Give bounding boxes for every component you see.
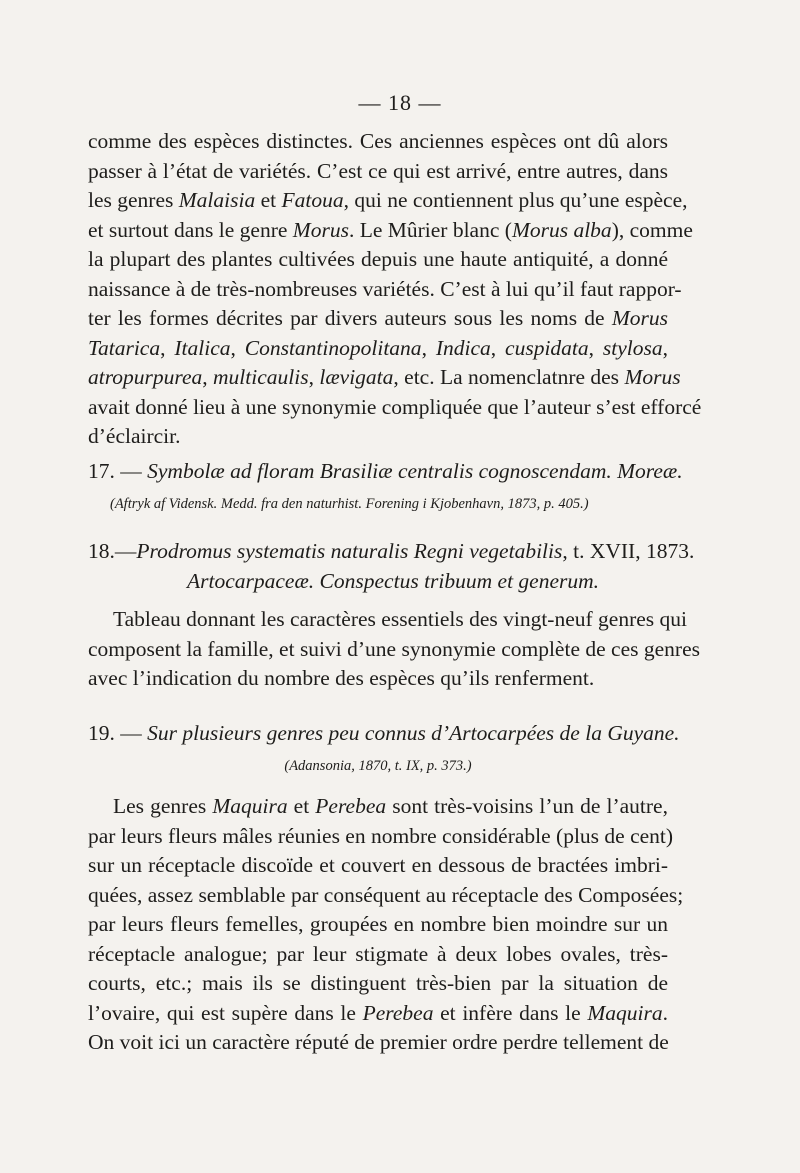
italic-term: cuspidata (505, 335, 589, 360)
italic-term: Constantinopolitana (244, 335, 422, 360)
text-run: Les genres (113, 794, 213, 818)
text-line (88, 941, 668, 967)
text-run: , (230, 335, 245, 360)
text-run: composent la famille, et suivi d’une synonymie complète de ces genres (88, 636, 700, 661)
italic-term: Morus (292, 217, 349, 242)
text-run: , qui ne contiennent plus qu’une espèce, (343, 188, 688, 212)
text-line (113, 606, 688, 632)
entry-17-heading (88, 458, 683, 484)
text-line (88, 665, 594, 691)
entry-18-subtitle: Artocarpaceæ. Conspectus tribuum et generum. (187, 569, 600, 593)
italic-term: Italica (174, 335, 231, 360)
text-run: , etc. La nomenclatnre des (393, 365, 625, 389)
text-run: , (202, 365, 214, 389)
text-line (88, 636, 700, 662)
entry-17-title: Symbolæ ad floram Brasiliæ centralis cognoscendam. Moreæ. (147, 459, 683, 483)
text-run: , (160, 335, 175, 360)
text-run: Tableau donnant les caractères essentiels des vingt-neuf genres qui (113, 607, 688, 631)
text-run: et (255, 188, 282, 212)
italic-term: atropurpurea (88, 365, 203, 389)
text-run: sont très-voisins l’un de l’autre, (386, 794, 668, 818)
entry-18-heading (88, 538, 695, 564)
text-line (88, 911, 668, 937)
text-line (88, 246, 668, 272)
text-run: , (421, 335, 436, 360)
entry-18-title: Prodromus systematis naturalis Regni vegetabilis (136, 539, 563, 563)
entry-17-reference: (Aftryk af Vidensk. Medd. fra den naturhist. Forening i Kjobenhavn, 1873, p. 405.) (110, 496, 589, 512)
entry-18-volume: , t. XVII, 1873. (562, 539, 695, 563)
italic-term: Malaisia (178, 188, 256, 212)
italic-term: Morus (611, 306, 668, 330)
entry-19-dash: — (114, 721, 148, 745)
text-line (88, 305, 668, 331)
text-run: les genres (88, 188, 179, 212)
text-line (88, 128, 668, 154)
text-line (88, 1029, 668, 1055)
text-run: naissance à de très-nombreuses variétés. C’est à lui qu’il faut rappor- (88, 276, 682, 301)
text-run: . (662, 1000, 668, 1025)
text-line (88, 423, 181, 449)
text-run: courts, etc.; mais ils se distinguent très-bien par la situation de (88, 971, 668, 995)
text-run: par leurs fleurs mâles réunies en nombre considérable (plus de cent) (88, 823, 674, 848)
italic-term: multicaulis (213, 365, 309, 389)
entry-18-dash: — (114, 539, 137, 563)
text-run: , (588, 335, 603, 360)
text-run: On voit ici un caractère réputé de premier ordre perdre tellement de (88, 1030, 669, 1054)
text-run: réceptacle analogue; par leur stigmate à deux lobes ovales, très- (88, 941, 668, 966)
text-run: ter les formes décrites par divers auteurs sous les noms de (88, 306, 612, 330)
italic-term: Perebea (315, 794, 387, 818)
italic-term: lævigata (319, 365, 394, 389)
italic-term: Maquira (587, 1000, 663, 1025)
entry-18-number: 18. (88, 539, 115, 563)
text-line (88, 970, 668, 996)
page-number: — 18 — (358, 90, 442, 115)
text-run: ), comme (611, 217, 693, 242)
text-line (88, 276, 682, 302)
text-run: passer à l’état de variétés. C’est ce qui est arrivé, entre autres, dans (88, 158, 668, 183)
text-line (88, 217, 693, 243)
text-run: quées, assez semblable par conséquent au réceptacle des Composées; (88, 882, 684, 907)
italic-term: Morus alba (511, 217, 612, 242)
text-run: . Le Mûrier blanc ( (348, 217, 512, 242)
text-line (88, 187, 688, 213)
text-run: , (308, 365, 320, 389)
text-line (88, 394, 702, 420)
text-run: avait donné lieu à une synonymie compliquée que l’auteur s’est efforcé (88, 394, 702, 419)
text-run: d’éclaircir. (88, 424, 181, 448)
text-run: sur un réceptacle discoïde et couvert en dessous de bractées imbri- (88, 853, 668, 877)
text-line (113, 793, 668, 819)
text-run: et (287, 794, 316, 818)
italic-term: Indica (435, 335, 491, 360)
text-line (88, 364, 681, 390)
italic-term: Maquira (212, 794, 288, 818)
text-run: et surtout dans le genre (88, 217, 293, 242)
text-run: par leurs fleurs femelles, groupées en nombre bien moindre sur un (88, 912, 668, 936)
text-run: et infère dans le (433, 1000, 588, 1025)
italic-term: stylosa (602, 335, 663, 360)
entry-19-reference: (Adansonia, 1870, t. IX, p. 373.) (284, 758, 472, 774)
entry-19-heading (88, 720, 680, 746)
entry-17-number: 17. (88, 459, 115, 483)
italic-term: Morus (624, 365, 681, 389)
text-run: , (490, 335, 506, 360)
text-line (88, 1000, 668, 1026)
italic-term: Perebea (362, 1000, 434, 1025)
text-line (88, 882, 684, 908)
text-line (88, 823, 674, 849)
text-line (88, 335, 668, 361)
text-run: comme des espèces distinctes. Ces anciennes espèces ont dû alors (88, 129, 668, 153)
text-run: , (662, 335, 669, 360)
entry-17-dash: — (114, 459, 148, 483)
italic-term: Fatoua (281, 188, 344, 212)
text-run: avec l’indication du nombre des espèces qu’ils renferment. (88, 666, 595, 690)
text-run: la plupart des plantes cultivées depuis une haute antiquité, a donné (88, 247, 668, 271)
text-line (88, 852, 668, 878)
entry-19-title: Sur plusieurs genres peu connus d’Artocarpées de la Guyane. (147, 721, 680, 745)
text-line (88, 158, 668, 184)
text-run: l’ovaire, qui est supère dans le (88, 1000, 363, 1025)
entry-19-number: 19. (88, 721, 115, 745)
italic-term: Tatarica (88, 335, 161, 360)
